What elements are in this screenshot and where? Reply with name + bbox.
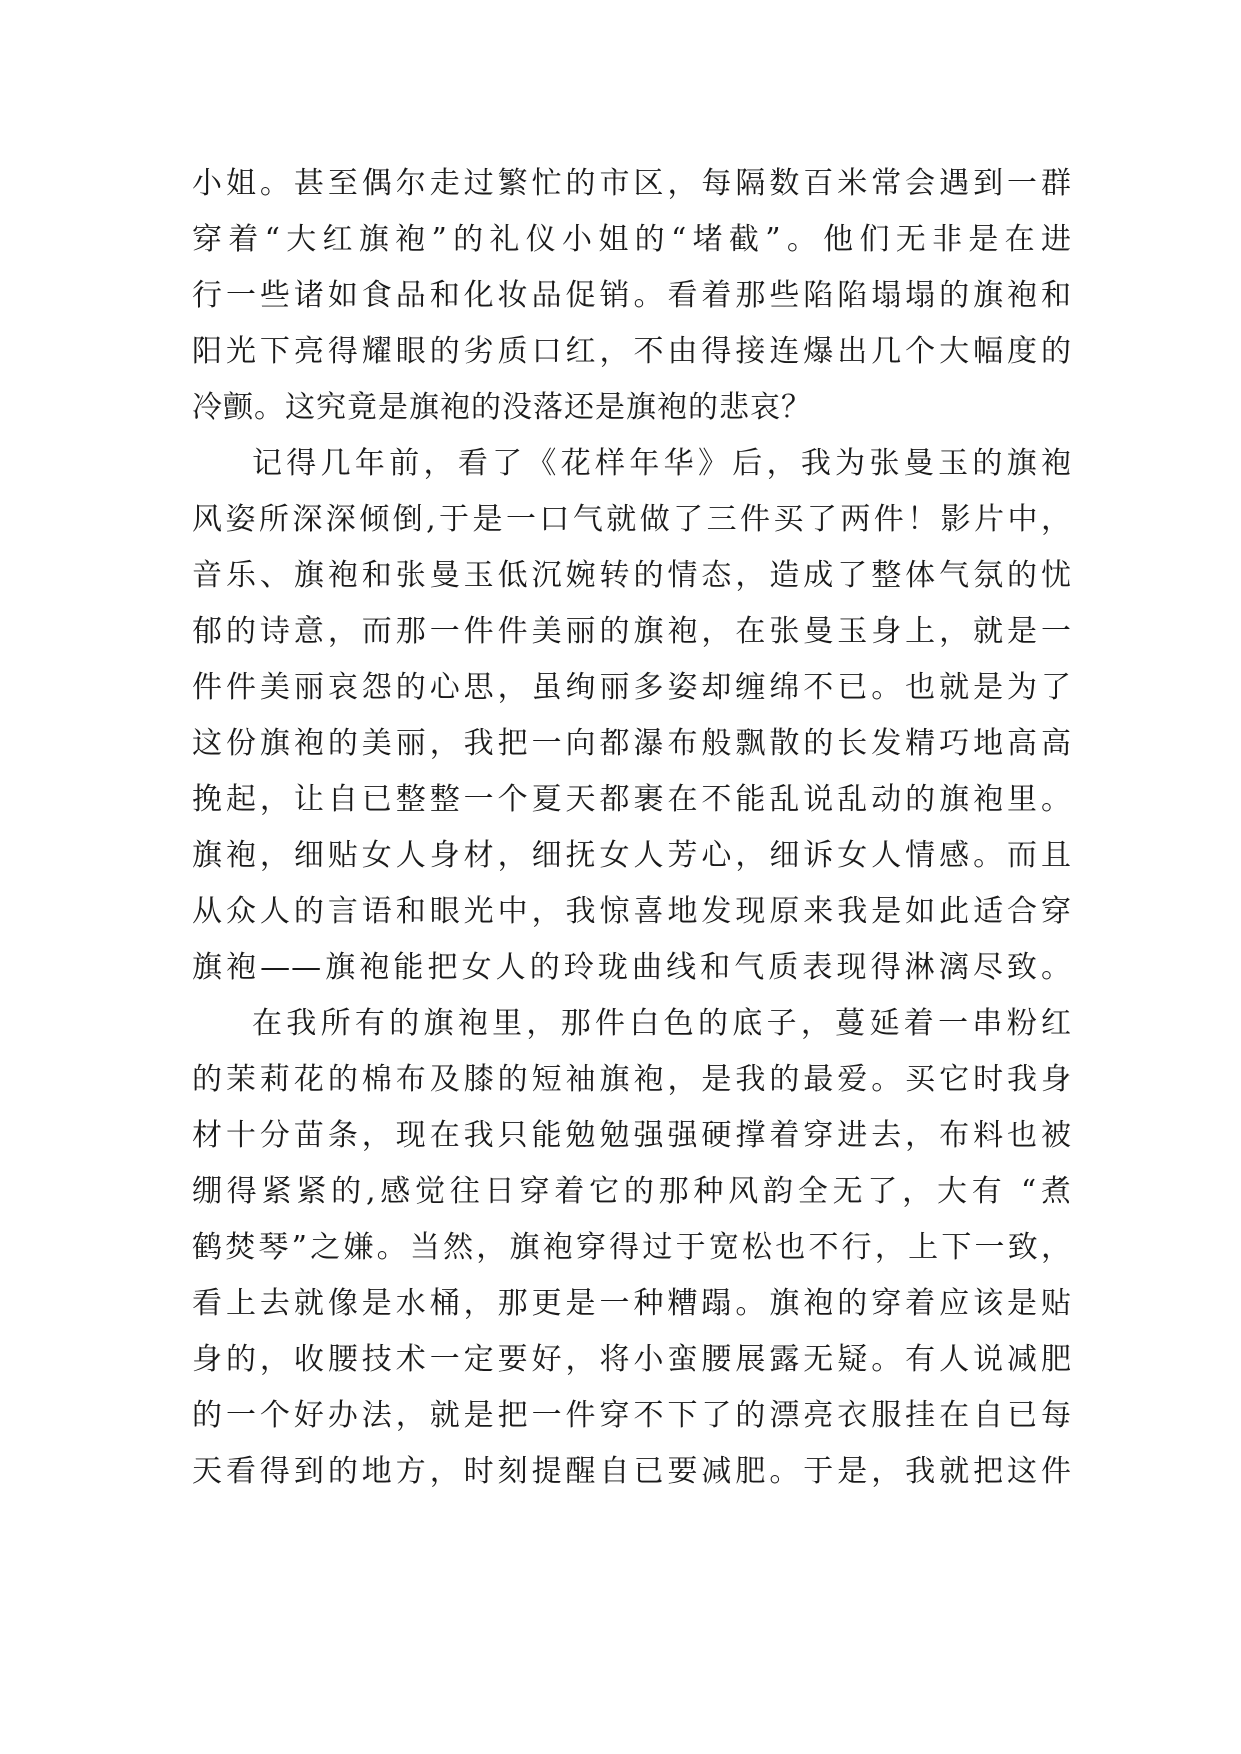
text-line: 天看得到的地方，时刻提醒自已要减肥。于是，我就把这件 (192, 1454, 1072, 1489)
paragraph-end-line: 冷颤。这究竟是旗袍的没落还是旗袍的悲哀？ (192, 390, 812, 425)
paragraph-start-line: 记得几年前，看了《花样年华》后，我为张曼玉的旗袍 (252, 446, 1072, 481)
text-line: 看上去就像是水桶，那更是一种糟蹋。旗袍的穿着应该是贴 (192, 1286, 1072, 1321)
text-line: 材十分苗条，现在我只能勉勉强强硬撑着穿进去，布料也被 (192, 1118, 1072, 1153)
paragraph-end-line: 旗袍——旗袍能把女人的玲珑曲线和气质表现得淋漓尽致。 (192, 950, 1072, 985)
text-line: 行一些诸如食品和化妆品促销。看着那些陷陷塌塌的旗袍和 (192, 278, 1072, 313)
text-line: 挽起，让自已整整一个夏天都裹在不能乱说乱动的旗袍里。 (192, 782, 1072, 817)
text-line: 穿着“大红旗袍”的礼仪小姐的“堵截”。他们无非是在进 (192, 222, 1072, 257)
body-text (192, 156, 1072, 1500)
text-line: 小姐。甚至偶尔走过繁忙的市区，每隔数百米常会遇到一群 (192, 166, 1072, 201)
text-line: 阳光下亮得耀眼的劣质口红，不由得接连爆出几个大幅度的 (192, 334, 1072, 369)
text-line: 身的，收腰技术一定要好，将小蛮腰展露无疑。有人说减肥 (192, 1342, 1072, 1377)
text-line: 音乐、旗袍和张曼玉低沉婉转的情态，造成了整体气氛的忧 (192, 558, 1072, 593)
text-line: 这份旗袍的美丽，我把一向都瀑布般飘散的长发精巧地高高 (192, 726, 1072, 761)
text-line: 的茉莉花的棉布及膝的短袖旗袍，是我的最爱。买它时我身 (192, 1062, 1072, 1097)
paragraph-start-line: 在我所有的旗袍里，那件白色的底子，蔓延着一串粉红 (252, 1006, 1072, 1041)
text-line: 绷得紧紧的,感觉往日穿着它的那种风韵全无了，大有 “煮 (192, 1174, 1072, 1209)
text-line: 从众人的言语和眼光中，我惊喜地发现原来我是如此适合穿 (192, 894, 1072, 929)
text-line: 风姿所深深倾倒,于是一口气就做了三件买了两件！影片中， (192, 502, 1072, 537)
text-line: 郁的诗意，而那一件件美丽的旗袍，在张曼玉身上，就是一 (192, 614, 1072, 649)
text-line: 鹤焚琴”之嫌。当然，旗袍穿得过于宽松也不行，上下一致， (192, 1230, 1072, 1265)
text-line: 旗袍，细贴女人身材，细抚女人芳心，细诉女人情感。而且 (192, 838, 1072, 873)
text-line: 的一个好办法，就是把一件穿不下了的漂亮衣服挂在自已每 (192, 1398, 1072, 1433)
text-line: 件件美丽哀怨的心思，虽绚丽多姿却缠绵不已。也就是为了 (192, 670, 1072, 705)
